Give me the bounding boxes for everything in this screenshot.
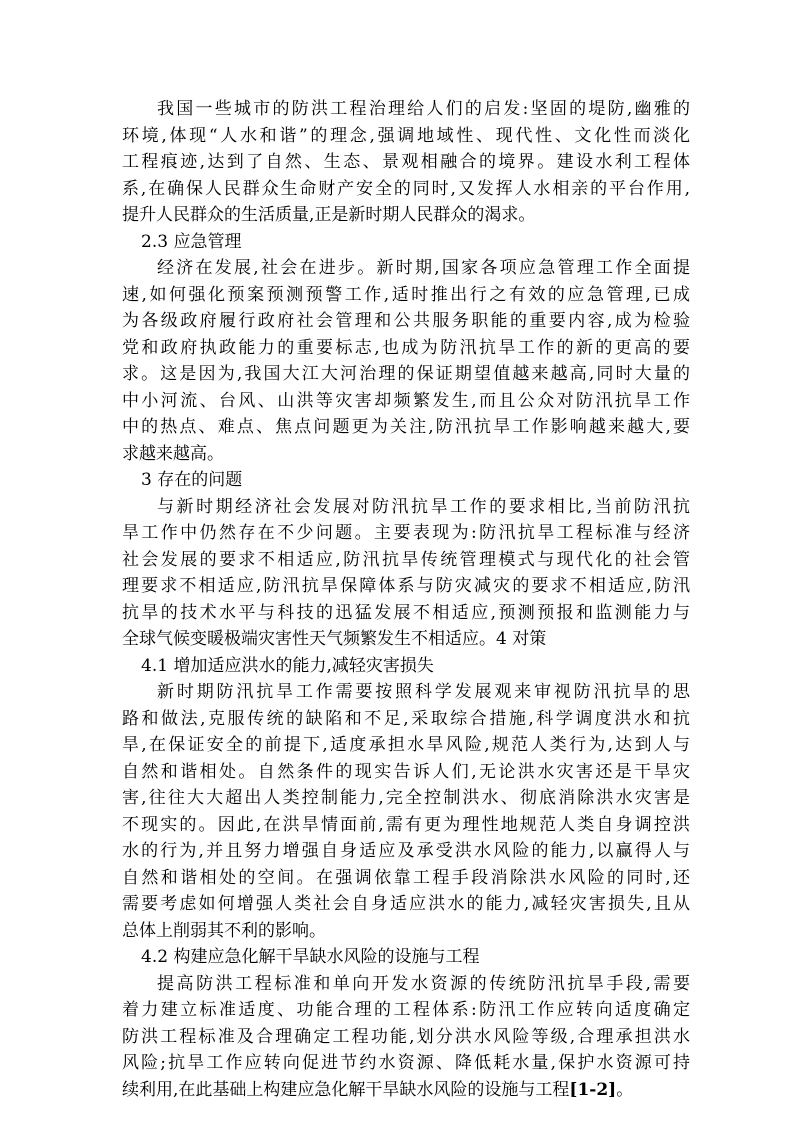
text-line: 新时期防汛抗旱工作需要按照科学发展观来审视防汛抗旱的思 <box>157 682 690 702</box>
text-run: 。 <box>616 1079 634 1100</box>
text-line: 自然和谐相处。自然条件的现实告诉人们,无论洪水灾害还是干旱灾 <box>122 761 690 782</box>
text-line: 社会发展的要求不相适应,防汛抗旱传统管理模式与现代化的社会管 <box>122 549 690 570</box>
paragraph-5 <box>122 971 690 1104</box>
paragraph-2 <box>122 255 690 467</box>
section-heading-4-1: 4.1 增加适应洪水的能力,减轻灾害损失 <box>141 655 434 676</box>
text-line: 总体上削弱其不利的影响。 <box>122 920 326 941</box>
document-body <box>122 96 690 1103</box>
paragraph-1 <box>122 96 690 229</box>
text-line: 着力建立标准适度、功能合理的工程体系:防汛工作应转向适度确定 <box>122 1000 690 1020</box>
text-line: 为各级政府履行政府社会管理和公共服务职能的重要内容,成为检验 <box>122 311 690 331</box>
text-line: 旱,在保证安全的前提下,适度承担水旱风险,规范人类行为,达到人与 <box>122 735 690 755</box>
text-run: 续利用,在此基础上构建应急化解干旱缺水风险的设施与工程 <box>122 1079 570 1100</box>
section-heading-3: 3 存在的问题 <box>141 470 243 490</box>
text-line-last <box>122 1077 690 1104</box>
section-heading-2-3: 2.3 应急管理 <box>141 231 242 252</box>
text-line: 与新时期经济社会发展对防汛抗旱工作的要求相比,当前防汛抗 <box>157 496 690 517</box>
text-line: 防洪工程标准及合理确定工程功能,划分洪水风险等级,合理承担洪水 <box>122 1026 690 1047</box>
section-heading-4-2: 4.2 构建应急化解干旱缺水风险的设施与工程 <box>141 947 480 967</box>
text-line: 速,如何强化预案预测预警工作,适时推出行之有效的应急管理,已成 <box>122 284 690 305</box>
text-line: 自然和谐相处的空间。在强调依靠工程手段消除洪水风险的同时,还 <box>122 867 690 888</box>
text-line: 路和做法,克服传统的缺陷和不足,采取综合措施,科学调度洪水和抗 <box>122 708 690 729</box>
text-line: 环境,体现“人水和谐”的理念,强调地域性、现代性、文化性而淡化 <box>122 125 690 146</box>
text-line: 旱工作中仍然存在不少问题。主要表现为:防汛抗旱工程标准与经济 <box>122 523 690 543</box>
text-line: 需要考虑如何增强人类社会自身适应洪水的能力,减轻灾害损失,且从 <box>122 894 690 914</box>
citation-ref: [1-2] <box>569 1079 617 1100</box>
text-line: 抗旱的技术水平与科技的迅猛发展不相适应,预测预报和监测能力与 <box>122 602 690 623</box>
text-line: 党和政府执政能力的重要标志,也成为防汛抗旱工作的新的更高的要 <box>122 337 690 358</box>
text-line: 不现实的。因此,在洪旱情面前,需有更为理性地规范人类自身调控洪 <box>122 814 690 835</box>
text-line: 经济在发展,社会在进步。新时期,国家各项应急管理工作全面提 <box>157 258 690 278</box>
text-line: 求。这是因为,我国大江大河治理的保证期望值越来越高,同时大量的 <box>122 364 690 384</box>
text-line: 中小河流、台风、山洪等灾害却频繁发生,而且公众对防汛抗旱工作 <box>122 390 690 411</box>
text-line: 中的热点、难点、焦点问题更为关注,防汛抗旱工作影响越来越大,要 <box>122 417 690 437</box>
text-line: 害,往往大大超出人类控制能力,完全控制洪水、彻底消除洪水灾害是 <box>122 788 690 808</box>
text-line: 提高防洪工程标准和单向开发水资源的传统防汛抗旱手段,需要 <box>157 973 690 994</box>
text-line: 系,在确保人民群众生命财产安全的同时,又发挥人水相亲的平台作用, <box>122 178 690 199</box>
text-line: 提升人民群众的生活质量,正是新时期人民群众的渴求。 <box>122 205 536 225</box>
text-line: 全球气候变暖极端灾害性天气频繁发生不相适应。4 对策 <box>122 629 547 649</box>
text-line: 工程痕迹,达到了自然、生态、景观相融合的境界。建设水利工程体 <box>122 152 690 172</box>
text-line: 风险;抗旱工作应转向促进节约水资源、降低耗水量,保护水资源可持 <box>122 1053 690 1073</box>
paragraph-4 <box>122 679 690 944</box>
text-line: 理要求不相适应,防汛抗旱保障体系与防灾减灾的要求不相适应,防汛 <box>122 576 690 596</box>
text-line: 我国一些城市的防洪工程治理给人们的启发:坚固的堤防,幽雅的 <box>157 99 690 119</box>
paragraph-3 <box>122 494 690 653</box>
text-line: 求越来越高。 <box>122 443 224 464</box>
text-line: 水的行为,并且努力增强自身适应及承受洪水风险的能力,以赢得人与 <box>122 841 690 861</box>
